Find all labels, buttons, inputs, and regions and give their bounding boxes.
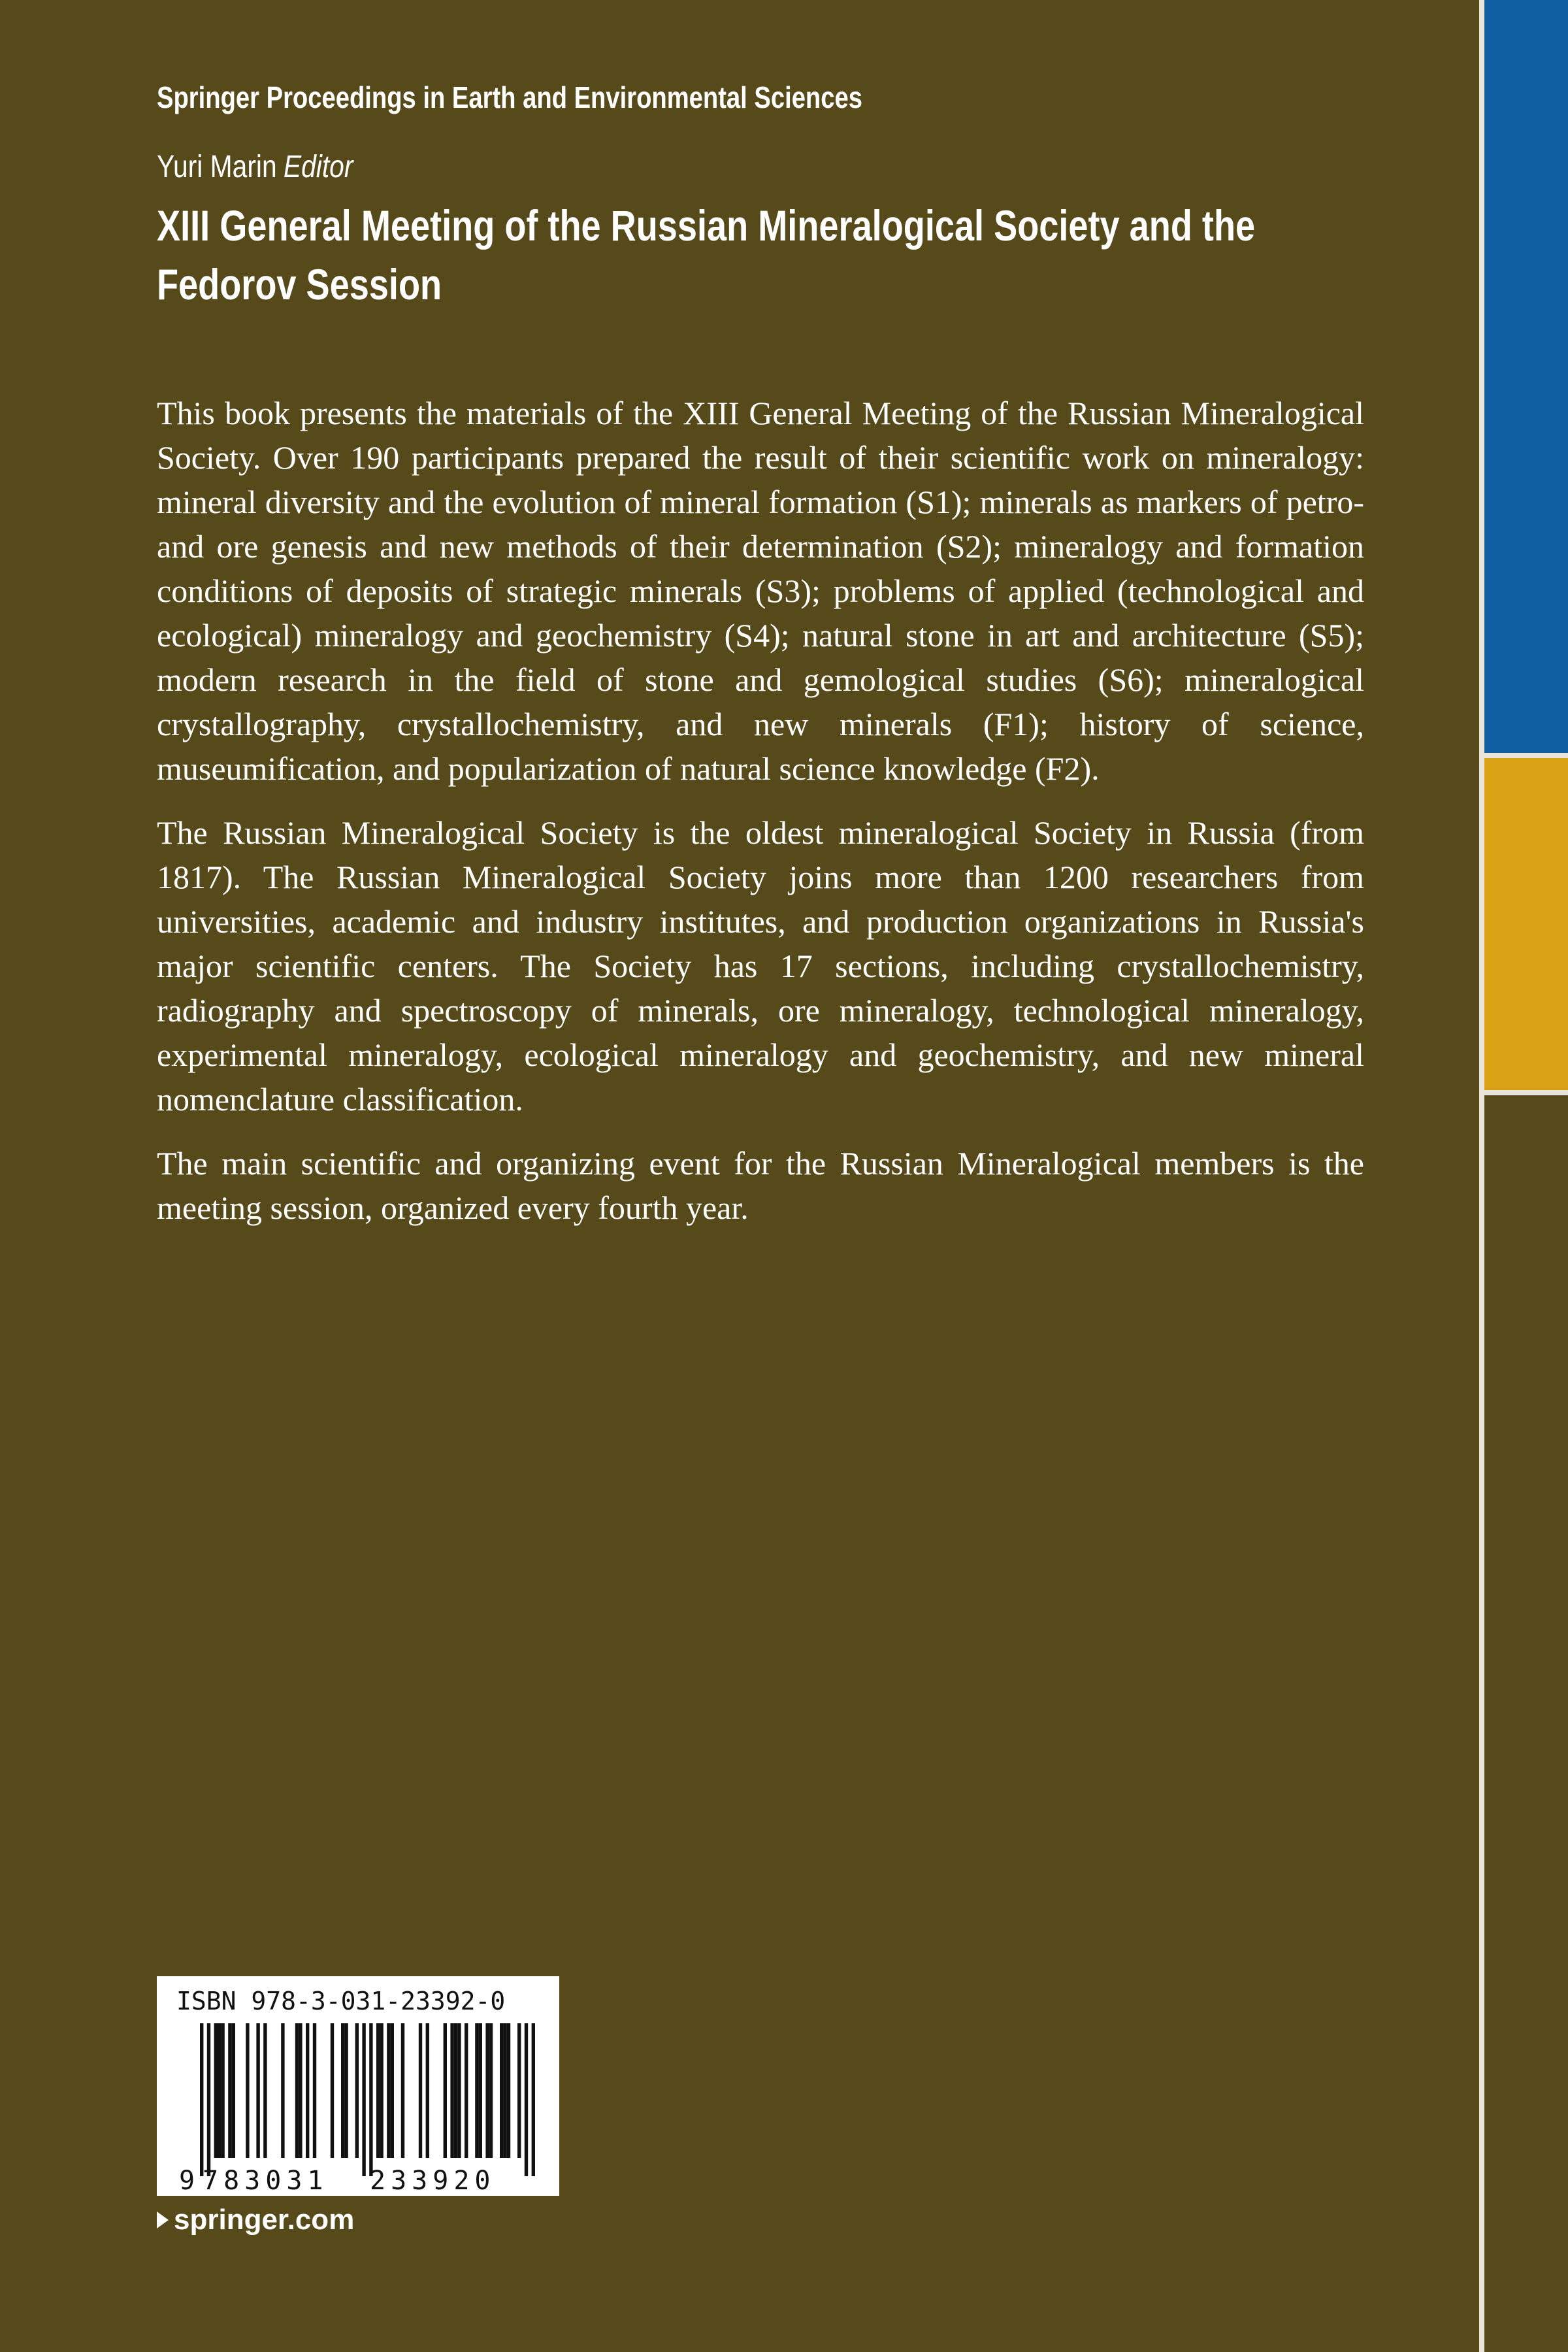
series-title: Springer Proceedings in Earth and Environmental Sciences (157, 80, 862, 114)
barcode-bar (295, 2023, 299, 2158)
barcode-bar (218, 2023, 221, 2158)
barcode-bar (444, 2023, 447, 2158)
barcode-guard-bar (200, 2023, 203, 2176)
editor-name: Yuri Marin (157, 150, 277, 184)
editor-line (157, 149, 353, 185)
spine-stripe-gap (1484, 753, 1568, 758)
editor-role: Editor (283, 150, 353, 184)
barcode-bar (457, 2023, 461, 2158)
barcode-bar (380, 2023, 383, 2158)
barcode-bar (246, 2023, 249, 2158)
barcode-bar (454, 2023, 457, 2158)
barcode-icon (157, 1976, 559, 2196)
spine-stripe-gap (1484, 1090, 1568, 1095)
website-url[interactable]: springer.com (174, 2204, 355, 2236)
barcode-bars (200, 2023, 535, 2176)
barcode-bar (387, 2023, 390, 2158)
barcode-bar (507, 2023, 510, 2158)
barcode-box (157, 1976, 559, 2196)
springer-website-link[interactable] (157, 2204, 354, 2236)
barcode-guard-bar (369, 2023, 372, 2176)
barcode-digit-first: 9 (179, 2166, 195, 2196)
barcode-digits-right: 233920 (370, 2166, 496, 2196)
barcode-bar (313, 2023, 316, 2158)
book-title: XIII General Meeting of the Russian Mineralogical Society and the Fedorov Session (157, 201, 1256, 308)
barcode-guard-bar (532, 2023, 535, 2176)
spine-stripe-gold (1484, 758, 1568, 1090)
book-description (157, 391, 1364, 1250)
barcode-guard-bar (207, 2023, 210, 2176)
barcode-bar (401, 2023, 404, 2158)
triangle-right-icon (157, 2211, 169, 2228)
barcode-bar (299, 2023, 302, 2158)
barcode-bar (426, 2023, 429, 2158)
barcode-bar (479, 2023, 482, 2158)
barcode-bar (485, 2023, 489, 2158)
barcode-bar (489, 2023, 493, 2158)
barcode-bar (450, 2023, 453, 2158)
barcode-bar (344, 2023, 348, 2158)
barcode-digits-left: 783031 (203, 2166, 329, 2196)
barcode-bar (221, 2023, 224, 2158)
barcode-bar (517, 2023, 521, 2158)
barcode-bar (355, 2023, 359, 2158)
spine-stripe-blue (1484, 0, 1568, 753)
barcode-bar (331, 2023, 334, 2158)
description-paragraph: This book presents the materials of the XIII General Meeting of the Russian Mineralogical Society. Over 190 participants prepared the result of their scientific work on mineralogy: mineral diversity and the evolution of mineral formation (S1); minerals as markers of petro- and ore genesis and new methods of their determination (S2); mineralogy and formation conditions of deposits of strategic minerals (S3); problems of applied (technological and ecological) mineralogy and geochemistry (S4); natural stone in art and architecture (S5); modern research in the field of stone and gemological studies (S6); mineralogical crystallography, crystallochemistry, and new minerals (F1); history of science, museumification, and popularization of natural science knowledge (F2). (157, 395, 1364, 787)
description-paragraph: The Russian Mineralogical Society is the oldest mineralogical Society in Russia (from 1817). The Russian Mineralogical Society joins more than 1200 researchers from universities, academic and industry institutes, and production organizations in Russia's major scientific centers. The Society has 17 sections, including crystallochemistry, radiography and spectroscopy of minerals, ore mineralogy, technological mineralogy, experimental mineralogy, ecological mineralogy and geochemistry, and new mineral nomenclature classification. (157, 814, 1364, 1118)
barcode-guard-bar (362, 2023, 365, 2176)
barcode-bar (419, 2023, 422, 2158)
spine-divider (1479, 0, 1484, 2352)
barcode-bar (465, 2023, 468, 2158)
spine-stripe-olive (1484, 1095, 1568, 2352)
description-paragraph: The main scientific and organizing event for the Russian Mineralogical members is the meeting session, organized every fourth year. (157, 1145, 1364, 1226)
barcode-guard-bar (525, 2023, 528, 2176)
barcode-bar (500, 2023, 503, 2158)
barcode-bar (228, 2023, 231, 2158)
barcode-bar (341, 2023, 344, 2158)
barcode-bar (475, 2023, 478, 2158)
barcode-bar (256, 2023, 259, 2158)
barcode-bar (503, 2023, 506, 2158)
barcode-bar (306, 2023, 309, 2158)
isbn-label: ISBN 978-3-031-23392-0 (176, 1987, 506, 2015)
barcode-bar (391, 2023, 394, 2158)
barcode-bar (281, 2023, 284, 2158)
barcode-bar (214, 2023, 218, 2158)
barcode-bar (263, 2023, 267, 2158)
barcode-bar (376, 2023, 380, 2158)
barcode-bar (232, 2023, 235, 2158)
